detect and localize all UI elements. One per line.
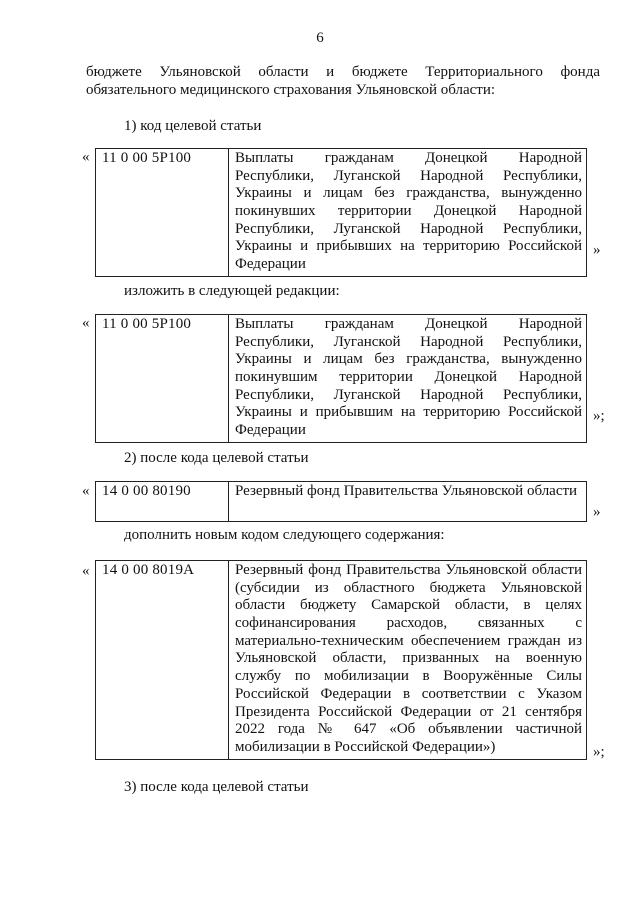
table-2-code: 11 0 00 5Р100 [96, 315, 229, 443]
table-1-code: 11 0 00 5Р100 [96, 149, 229, 277]
page-number: 6 [316, 30, 324, 46]
table-3-description: Резервный фонд Правительства Ульяновской области [229, 482, 587, 522]
table-3-close-quote: » [593, 504, 601, 520]
table-3 [95, 481, 587, 522]
table-1-close-quote: » [593, 242, 601, 258]
table-2-close-quote: »; [593, 408, 605, 424]
table-3-open-quote: « [82, 483, 90, 499]
table-2-open-quote: « [82, 315, 90, 331]
table-2-description: Выплаты гражданам Донецкой Народной Республики, Луганской Народной Республики, Украины и лицам без гражданства, вынужденно покинувшим территории Донецкой Народной Республики, Луганской Народной Республики, Украины и прибывшим на территорию Российской Федерации [229, 315, 587, 443]
table-4-code: 14 0 00 8019А [96, 561, 229, 760]
table-4 [95, 560, 587, 760]
table-1-open-quote: « [82, 149, 90, 165]
table-1 [95, 148, 587, 277]
intro-line-2: обязательного медицинского страхования Ульяновской области: [86, 81, 496, 98]
table-row [96, 561, 587, 760]
table-row [96, 482, 587, 522]
table-4-description: Резервный фонд Правительства Ульяновской области (субсидии из областного бюджета Ульяновской области бюджету Самарской области, в целях софинансирования расходов, связанных с материально-техническим обеспечением граждан из Ульяновской области, призванных на военную службу по мобилизации в Вооружённые Силы Российской Федерации в соответствии с Указом Президента Российской Федерации от 21 сентября 2022 года № 647 «Об объявлении частичной мобилизации в Российской Федерации») [229, 561, 587, 760]
restate-text: изложить в следующей редакции: [124, 283, 340, 299]
table-4-open-quote: « [82, 563, 90, 579]
intro-paragraph [86, 64, 600, 99]
supplement-text: дополнить новым кодом следующего содержания: [124, 527, 445, 543]
intro-line-1: бюджете Ульяновской области и бюджете Территориального фонда [86, 64, 600, 80]
table-row [96, 149, 587, 277]
item-1-heading: 1) код целевой статьи [124, 118, 262, 134]
table-row [96, 315, 587, 443]
table-2 [95, 314, 587, 443]
item-2-heading: 2) после кода целевой статьи [124, 450, 309, 466]
item-3-heading: 3) после кода целевой статьи [124, 779, 309, 795]
table-3-code: 14 0 00 80190 [96, 482, 229, 522]
table-4-close-quote: »; [593, 744, 605, 760]
table-1-description: Выплаты гражданам Донецкой Народной Республики, Луганской Народной Республики, Украины и лицам без гражданства, вынужденно покинувших территории Донецкой Народной Республики, Луганской Народной Республики, Украины и прибывших на территорию Российской Федерации [229, 149, 587, 277]
